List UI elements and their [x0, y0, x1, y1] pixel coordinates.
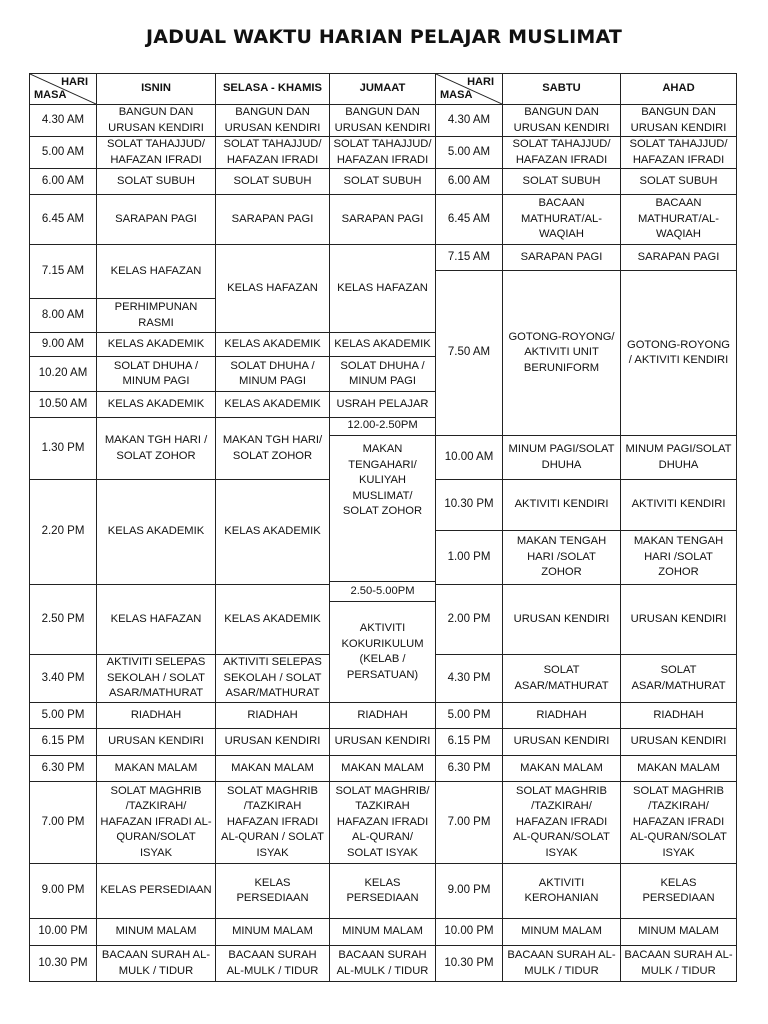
time-cell: 10.50 AM [30, 392, 97, 418]
isnin-cell: KELAS AKADEMIK [97, 333, 216, 357]
ahad-cell: RIADHAH [621, 703, 737, 729]
sabtu-cell: SOLAT TAHAJJUD/ HAFAZAN IFRADI [503, 137, 621, 169]
time-cell: 6.00 AM [436, 169, 503, 195]
isnin-cell: RIADHAH [97, 703, 216, 729]
col-isnin: ISNIN [97, 74, 216, 105]
table-row [30, 703, 737, 729]
time-cell: 3.40 PM [30, 655, 97, 703]
time-cell: 10.00 PM [30, 919, 97, 946]
time-cell: 9.00 PM [30, 864, 97, 919]
ahad-cell: SOLAT ASAR/MATHURAT [621, 655, 737, 703]
isnin-cell: KELAS PERSEDIAAN [97, 864, 216, 919]
jumaat-cell: KELAS HAFAZAN [330, 245, 436, 333]
jumaat-cell: KELAS AKADEMIK [330, 333, 436, 357]
time-cell: 6.30 PM [436, 756, 503, 782]
sabtu-cell: SARAPAN PAGI [503, 245, 621, 271]
isnin-cell: AKTIVITI SELEPAS SEKOLAH / SOLAT ASAR/MATHURAT [97, 655, 216, 703]
selasa-cell: SOLAT DHUHA / MINUM PAGI [216, 357, 330, 392]
ahad-cell: URUSAN KENDIRI [621, 585, 737, 655]
time-cell: 2.20 PM [30, 480, 97, 585]
ahad-cell: URUSAN KENDIRI [621, 729, 737, 756]
isnin-cell: KELAS HAFAZAN [97, 245, 216, 299]
selasa-cell: KELAS AKADEMIK [216, 480, 330, 585]
isnin-cell: KELAS AKADEMIK [97, 480, 216, 585]
time-cell: 10.30 PM [436, 946, 503, 982]
ahad-cell: MAKAN MALAM [621, 756, 737, 782]
selasa-cell: BANGUN DAN URUSAN KENDIRI [216, 105, 330, 137]
selasa-cell: KELAS AKADEMIK [216, 333, 330, 357]
time-cell: 8.00 AM [30, 299, 97, 333]
time-cell: 10.30 PM [436, 480, 503, 531]
selasa-cell: SOLAT MAGHRIB /TAZKIRAH HAFAZAN IFRADI AL-QURAN / SOLAT ISYAK [216, 782, 330, 864]
timetable [29, 73, 737, 982]
table-row [30, 919, 737, 946]
time-cell: 4.30 AM [436, 105, 503, 137]
sabtu-cell: GOTONG-ROYONG/ AKTIVITI UNIT BERUNIFORM [503, 271, 621, 436]
time-cell: 10.30 PM [30, 946, 97, 982]
jumaat-cell: AKTIVITI KOKURIKULUM (KELAB / PERSATUAN) [330, 602, 436, 703]
masa-label: MASA [440, 88, 473, 101]
jumaat-cell: SOLAT MAGHRIB/ TAZKIRAH HAFAZAN IFRADI AL-QURAN/ SOLAT ISYAK [330, 782, 436, 864]
ahad-cell: BANGUN DAN URUSAN KENDIRI [621, 105, 737, 137]
isnin-cell: SOLAT MAGHRIB /TAZKIRAH/ HAFAZAN IFRADI AL-QURAN/SOLAT ISYAK [97, 782, 216, 864]
time-cell: 6.15 PM [436, 729, 503, 756]
time-cell: 7.00 PM [436, 782, 503, 864]
table-row [30, 782, 737, 864]
jumaat-cell: BACAAN SURAH AL-MULK / TIDUR [330, 946, 436, 982]
time-cell: 6.45 AM [436, 195, 503, 245]
jumaat-cell: MINUM MALAM [330, 919, 436, 946]
time-cell: 5.00 PM [30, 703, 97, 729]
selasa-cell: MAKAN TGH HARI/ SOLAT ZOHOR [216, 418, 330, 480]
ahad-cell: GOTONG-ROYONG / AKTIVITI KENDIRI [621, 271, 737, 436]
time-cell: 6.45 AM [30, 195, 97, 245]
time-cell: 10.00 PM [436, 919, 503, 946]
page-title: JADUAL WAKTU HARIAN PELAJAR MUSLIMAT [145, 26, 623, 48]
jumaat-cell: SARAPAN PAGI [330, 195, 436, 245]
time-cell: 6.15 PM [30, 729, 97, 756]
time-cell: 2.50 PM [30, 585, 97, 655]
sabtu-cell: MINUM PAGI/SOLAT DHUHA [503, 436, 621, 480]
ahad-cell: SOLAT TAHAJJUD/ HAFAZAN IFRADI [621, 137, 737, 169]
sabtu-cell: SOLAT ASAR/MATHURAT [503, 655, 621, 703]
isnin-cell: MAKAN TGH HARI / SOLAT ZOHOR [97, 418, 216, 480]
time-cell: 7.15 AM [436, 245, 503, 271]
jumaat-cell: USRAH PELAJAR [330, 392, 436, 418]
sabtu-cell: AKTIVITI KEROHANIAN [503, 864, 621, 919]
time-cell: 6.00 AM [30, 169, 97, 195]
table-row [30, 137, 737, 169]
jumaat-cell: URUSAN KENDIRI [330, 729, 436, 756]
jumaat-cell: BANGUN DAN URUSAN KENDIRI [330, 105, 436, 137]
sabtu-cell: MAKAN TENGAH HARI /SOLAT ZOHOR [503, 531, 621, 585]
masa-label: MASA [34, 88, 67, 101]
time-cell: 5.00 AM [30, 137, 97, 169]
sabtu-cell: BANGUN DAN URUSAN KENDIRI [503, 105, 621, 137]
corner-header-right [436, 74, 503, 105]
time-cell: 10.20 AM [30, 357, 97, 392]
col-sabtu: SABTU [503, 74, 621, 105]
jumaat-time-range: 12.00-2.50PM [330, 418, 436, 436]
isnin-cell: PERHIMPUNAN RASMI [97, 299, 216, 333]
time-cell: 7.50 AM [436, 271, 503, 436]
hari-label: HARI [467, 76, 494, 88]
ahad-cell: BACAAN MATHURAT/AL-WAQIAH [621, 195, 737, 245]
corner-header-left [30, 74, 97, 105]
jumaat-cell: KELAS PERSEDIAAN [330, 864, 436, 919]
isnin-cell: BACAAN SURAH AL-MULK / TIDUR [97, 946, 216, 982]
time-cell: 4.30 AM [30, 105, 97, 137]
isnin-cell: URUSAN KENDIRI [97, 729, 216, 756]
table-row [30, 245, 737, 271]
isnin-cell: KELAS AKADEMIK [97, 392, 216, 418]
jumaat-cell: MAKAN MALAM [330, 756, 436, 782]
isnin-cell: MINUM MALAM [97, 919, 216, 946]
selasa-cell: KELAS HAFAZAN [216, 245, 330, 333]
sabtu-cell: BACAAN MATHURAT/AL-WAQIAH [503, 195, 621, 245]
sabtu-cell: SOLAT MAGHRIB /TAZKIRAH/ HAFAZAN IFRADI AL-QURAN/SOLAT ISYAK [503, 782, 621, 864]
ahad-cell: SARAPAN PAGI [621, 245, 737, 271]
selasa-cell: RIADHAH [216, 703, 330, 729]
selasa-cell: MINUM MALAM [216, 919, 330, 946]
time-cell: 7.00 PM [30, 782, 97, 864]
selasa-cell: URUSAN KENDIRI [216, 729, 330, 756]
isnin-cell: SOLAT TAHAJJUD/ HAFAZAN IFRADI [97, 137, 216, 169]
time-cell: 6.30 PM [30, 756, 97, 782]
header-row [30, 74, 737, 105]
ahad-cell: SOLAT SUBUH [621, 169, 737, 195]
table-row [30, 729, 737, 756]
isnin-cell: SOLAT SUBUH [97, 169, 216, 195]
ahad-cell: MINUM PAGI/SOLAT DHUHA [621, 436, 737, 480]
jumaat-cell: MAKAN TENGAHARI/ KULIYAH MUSLIMAT/ SOLAT ZOHOR [330, 436, 436, 582]
selasa-cell: KELAS AKADEMIK [216, 392, 330, 418]
time-cell: 2.00 PM [436, 585, 503, 655]
time-cell: 9.00 PM [436, 864, 503, 919]
isnin-cell: MAKAN MALAM [97, 756, 216, 782]
col-jumaat: JUMAAT [330, 74, 436, 105]
time-cell: 7.15 AM [30, 245, 97, 299]
ahad-cell: MINUM MALAM [621, 919, 737, 946]
hari-label: HARI [61, 76, 88, 88]
time-cell: 9.00 AM [30, 333, 97, 357]
col-selasa-khamis: SELASA - KHAMIS [216, 74, 330, 105]
selasa-cell: SOLAT TAHAJJUD/ HAFAZAN IFRADI [216, 137, 330, 169]
col-ahad: AHAD [621, 74, 737, 105]
time-cell: 4.30 PM [436, 655, 503, 703]
selasa-cell: KELAS AKADEMIK [216, 585, 330, 655]
time-cell: 1.00 PM [436, 531, 503, 585]
selasa-cell: KELAS PERSEDIAAN [216, 864, 330, 919]
ahad-cell: MAKAN TENGAH HARI /SOLAT ZOHOR [621, 531, 737, 585]
sabtu-cell: BACAAN SURAH AL-MULK / TIDUR [503, 946, 621, 982]
selasa-cell: AKTIVITI SELEPAS SEKOLAH / SOLAT ASAR/MATHURAT [216, 655, 330, 703]
sabtu-cell: AKTIVITI KENDIRI [503, 480, 621, 531]
table-row [30, 756, 737, 782]
table-row [30, 864, 737, 919]
selasa-cell: BACAAN SURAH AL-MULK / TIDUR [216, 946, 330, 982]
table-row [30, 169, 737, 195]
ahad-cell: BACAAN SURAH AL-MULK / TIDUR [621, 946, 737, 982]
sabtu-cell: URUSAN KENDIRI [503, 585, 621, 655]
jumaat-cell: SOLAT DHUHA / MINUM PAGI [330, 357, 436, 392]
isnin-cell: SARAPAN PAGI [97, 195, 216, 245]
selasa-cell: SARAPAN PAGI [216, 195, 330, 245]
time-cell: 1.30 PM [30, 418, 97, 480]
table-row [30, 946, 737, 982]
isnin-cell: KELAS HAFAZAN [97, 585, 216, 655]
time-cell: 5.00 AM [436, 137, 503, 169]
jumaat-cell: SOLAT TAHAJJUD/ HAFAZAN IFRADI [330, 137, 436, 169]
sabtu-cell: URUSAN KENDIRI [503, 729, 621, 756]
jumaat-cell: SOLAT SUBUH [330, 169, 436, 195]
selasa-cell: MAKAN MALAM [216, 756, 330, 782]
ahad-cell: SOLAT MAGHRIB /TAZKIRAH/ HAFAZAN IFRADI AL-QURAN/SOLAT ISYAK [621, 782, 737, 864]
sabtu-cell: MAKAN MALAM [503, 756, 621, 782]
jumaat-cell: RIADHAH [330, 703, 436, 729]
selasa-cell: SOLAT SUBUH [216, 169, 330, 195]
time-cell: 5.00 PM [436, 703, 503, 729]
time-cell: 10.00 AM [436, 436, 503, 480]
isnin-cell: SOLAT DHUHA / MINUM PAGI [97, 357, 216, 392]
ahad-cell: KELAS PERSEDIAAN [621, 864, 737, 919]
jumaat-time-range: 2.50-5.00PM [330, 582, 436, 602]
sabtu-cell: MINUM MALAM [503, 919, 621, 946]
isnin-cell: BANGUN DAN URUSAN KENDIRI [97, 105, 216, 137]
ahad-cell: AKTIVITI KENDIRI [621, 480, 737, 531]
table-row [30, 195, 737, 245]
sabtu-cell: SOLAT SUBUH [503, 169, 621, 195]
table-row [30, 105, 737, 137]
sabtu-cell: RIADHAH [503, 703, 621, 729]
